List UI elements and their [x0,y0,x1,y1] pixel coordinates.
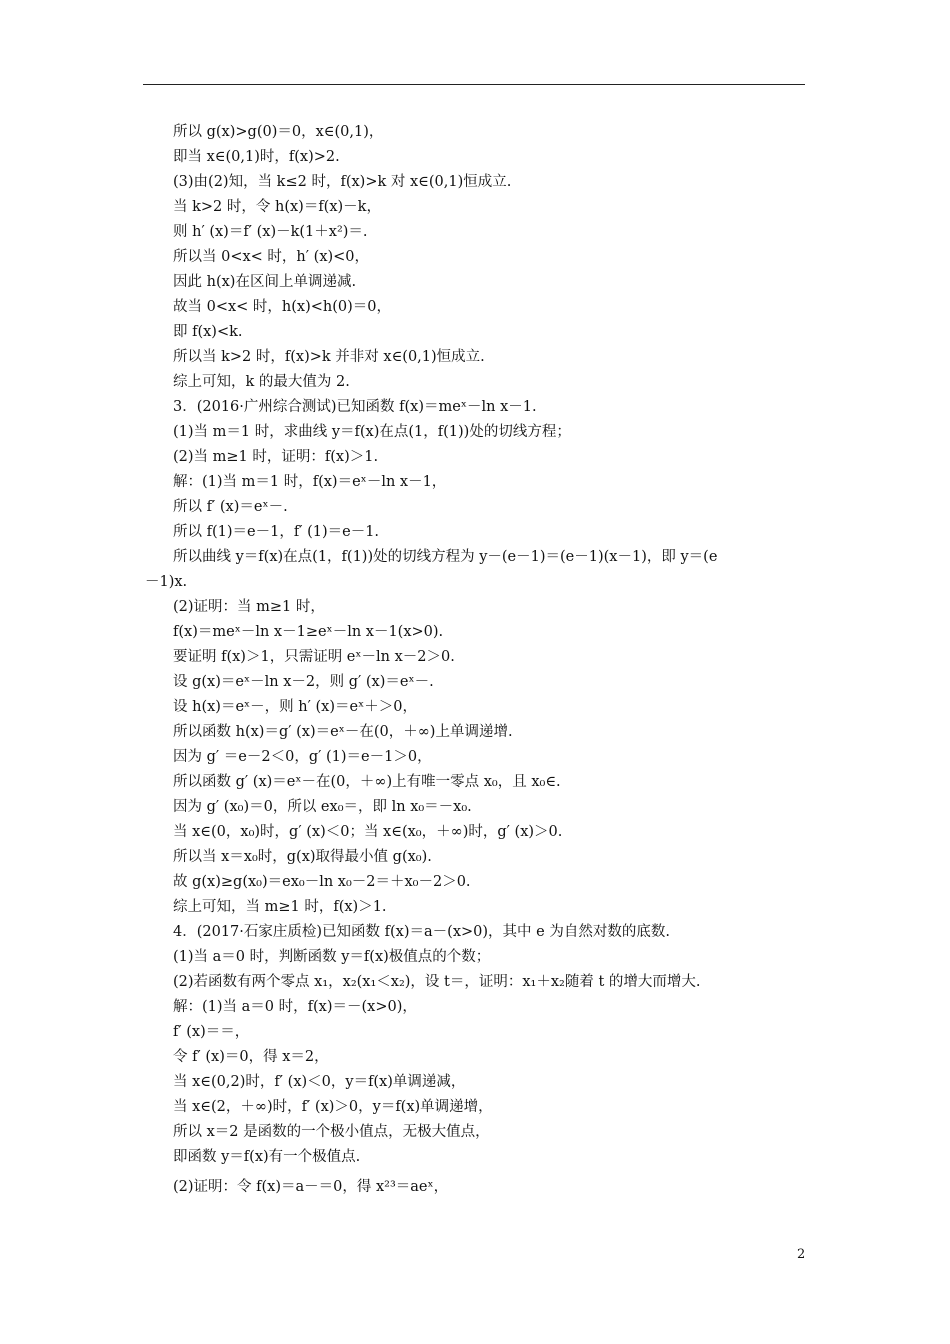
text-line: 当 x∈(0,2)时，f′ (x)＜0，y＝f(x)单调递减， [173,1074,466,1090]
text-line: 所以函数 h(x)＝g′ (x)＝eˣ－在(0，＋∞)上单调递增. [173,724,513,740]
text-line: (2)当 m≥1 时，证明：f(x)＞1. [173,449,379,465]
text-line: 解：(1)当 m＝1 时，f(x)＝eˣ－ln x－1， [173,474,447,490]
text-line: 令 f′ (x)＝0，得 x＝2， [173,1049,329,1065]
text-line: 当 x∈(0，x₀)时，g′ (x)＜0；当 x∈(x₀，＋∞)时，g′ (x)＞0. [173,824,563,840]
text-line: 设 h(x)＝eˣ－，则 h′ (x)＝eˣ＋＞0， [173,699,417,715]
text-line: 故当 0<x< 时，h(x)<h(0)＝0， [173,299,392,315]
header-rule [143,84,805,85]
text-line: 因为 g′ (x₀)＝0，所以 ex₀＝，即 ln x₀＝－x₀. [173,799,472,815]
text-line: 故 g(x)≥g(x₀)＝ex₀－ln x₀－2＝＋x₀－2＞0. [173,874,471,890]
text-line: (2)若函数有两个零点 x₁，x₂(x₁＜x₂)，设 t＝，证明：x₁＋x₂随着 t 的增大而增大. [173,974,701,990]
text-line: 所以 f′ (x)＝eˣ－. [173,499,288,515]
text-line: 则 h′ (x)＝f′ (x)－k(1＋x²)＝. [173,224,368,240]
text-line: 即 f(x)<k. [173,324,243,340]
text-line: 当 k>2 时，令 h(x)＝f(x)－k， [173,199,381,215]
text-line: 综上可知，k 的最大值为 2. [173,374,350,390]
text-line: 因为 g′ ＝e－2＜0，g′ (1)＝e－1＞0， [173,749,432,765]
text-line: 所以当 k>2 时，f(x)>k 并非对 x∈(0,1)恒成立. [173,349,485,365]
text-line: 即函数 y＝f(x)有一个极值点. [173,1149,361,1165]
text-line: f′ (x)＝＝， [173,1024,250,1040]
text-line: 因此 h(x)在区间上单调递减. [173,274,357,290]
text-line: 所以 f(1)＝e－1，f′ (1)＝e－1. [173,524,380,540]
text-line: 所以 x＝2 是函数的一个极小值点，无极大值点， [173,1124,490,1140]
text-line: 要证明 f(x)＞1，只需证明 eˣ－ln x－2＞0. [173,649,455,665]
text-line: (2)证明：令 f(x)＝a－＝0，得 x²³＝aeˣ， [173,1179,449,1195]
text-line: (3)由(2)知，当 k≤2 时，f(x)>k 对 x∈(0,1)恒成立. [173,174,512,190]
text-line: 解：(1)当 a＝0 时，f(x)＝－(x>0)， [173,999,417,1015]
text-line: 综上可知，当 m≥1 时，f(x)＞1. [173,899,387,915]
text-line: 所以 g(x)>g(0)＝0，x∈(0,1)， [173,124,384,140]
text-line: (1)当 m＝1 时，求曲线 y＝f(x)在点(1，f(1))处的切线方程； [173,424,571,440]
page-number: 2 [797,1247,806,1262]
text-line: (2)证明：当 m≥1 时， [173,599,325,615]
problem-heading: 3．(2016·广州综合测试)已知函数 f(x)＝meˣ－ln x－1. [173,399,537,415]
text-line: (1)当 a＝0 时，判断函数 y＝f(x)极值点的个数； [173,949,491,965]
text-line: 所以函数 g′ (x)＝eˣ－在(0，＋∞)上有唯一零点 x₀，且 x₀∈. [173,774,561,790]
text-line: 当 x∈(2，＋∞)时，f′ (x)＞0，y＝f(x)单调递增， [173,1099,493,1115]
problem-heading: 4．(2017·石家庄质检)已知函数 f(x)＝a－(x>0)，其中 e 为自然对数的底数. [173,924,670,940]
text-line: f(x)＝meˣ－ln x－1≥eˣ－ln x－1(x>0). [173,624,444,640]
text-line: 所以曲线 y＝f(x)在点(1，f(1))处的切线方程为 y－(e－1)＝(e－1)(x－1)，即 y＝(e [173,549,718,565]
text-line: 设 g(x)＝eˣ－ln x－2，则 g′ (x)＝eˣ－. [173,674,434,690]
text-line: 所以当 0<x< 时，h′ (x)<0， [173,249,370,265]
text-line: －1)x. [145,574,188,590]
text-line: 即当 x∈(0,1)时，f(x)>2. [173,149,340,165]
text-line: 所以当 x＝x₀时，g(x)取得最小值 g(x₀). [173,849,432,865]
